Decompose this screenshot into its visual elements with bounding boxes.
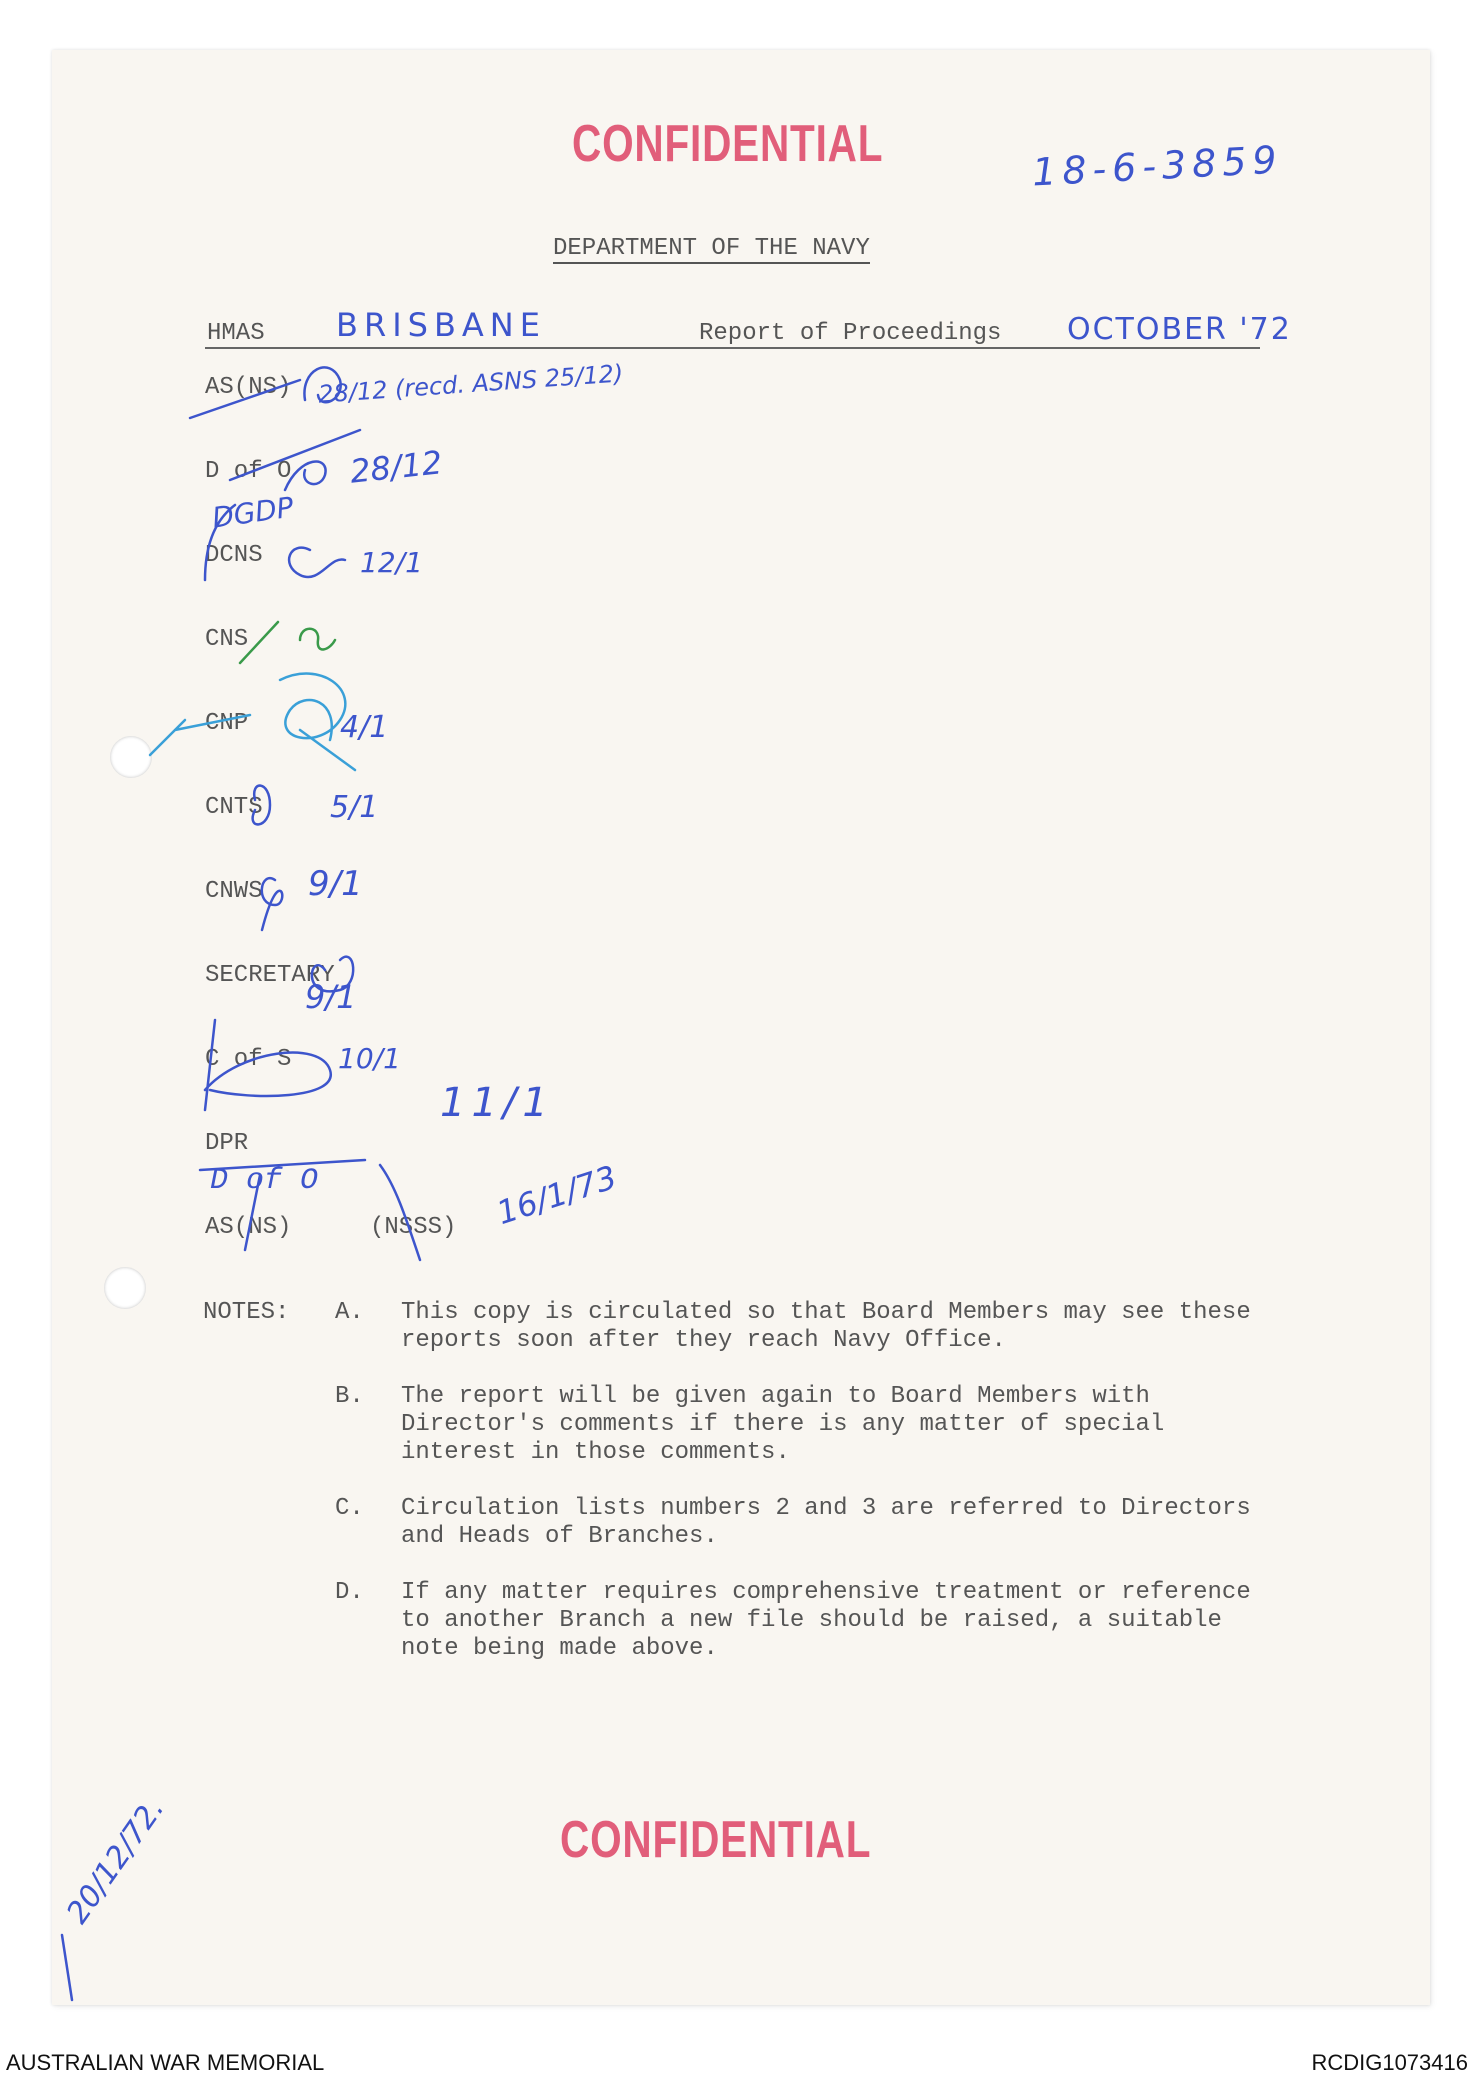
routing-label-6: CNTS: [205, 794, 263, 821]
annotation-as-ns-final: 16/1/73: [492, 1157, 622, 1233]
routing-label-2: D of O: [205, 458, 292, 485]
note-c-letter: C.: [335, 1495, 364, 1522]
sig-d-of-o-stroke: [245, 1175, 260, 1250]
confidential-stamp-top: CONFIDENTIAL: [572, 115, 884, 173]
routing-label-5: CNP: [205, 710, 249, 737]
note-c-text: Circulation lists numbers 2 and 3 are referred to Directors and Heads of Branches.: [401, 1495, 1251, 1550]
sig-dcns: [289, 548, 345, 577]
annotation-dcns: 12/1: [360, 546, 423, 579]
note-d-letter: D.: [335, 1579, 364, 1606]
ship-prefix: HMAS: [207, 320, 265, 347]
strike-cnp: [150, 715, 250, 755]
annotation-dgdp: DGDP: [210, 490, 296, 535]
confidential-stamp-bottom: CONFIDENTIAL: [560, 1811, 872, 1869]
sig-secretary: [312, 957, 353, 992]
sig-cnts: [253, 786, 270, 825]
routing-label-12: AS(NS): [205, 1214, 292, 1241]
annotation-d-of-o: 28/12: [348, 443, 444, 491]
note-d-text: If any matter requires comprehensive treatment or reference to another Branch a new file should be raised, a suitable note being made above.: [401, 1579, 1251, 1662]
annotation-cnts: 5/1: [330, 790, 379, 825]
sig-d-of-o: [285, 461, 326, 490]
annotation-dpr: 11/1: [440, 1080, 554, 1126]
sig-cnp: [280, 674, 345, 740]
sig-cnws: [262, 878, 282, 930]
notes-label: NOTES:: [203, 1299, 290, 1326]
report-period: OCTOBER '72: [1067, 312, 1292, 347]
ship-name: BRISBANE: [336, 306, 546, 344]
note-a-letter: A.: [335, 1299, 364, 1326]
annotation-c-of-s: 10/1: [338, 1042, 401, 1075]
annotation-secretary: 9/1: [305, 978, 357, 1016]
sig-cnp-stroke: [300, 730, 355, 770]
annotation-as-ns: 28/12 (recd. ASNS 25/12): [317, 359, 625, 409]
department-heading: DEPARTMENT OF THE NAVY: [553, 235, 870, 262]
note-b-text: The report will be given again to Board Members with Director's comments if there is any matter of special interest in those comments.: [401, 1383, 1165, 1466]
routing-label-10: DPR: [205, 1130, 249, 1157]
file-number: 18-6-3859: [1031, 137, 1284, 195]
annotation-cnp: 4/1: [340, 710, 389, 745]
report-label: Report of Proceedings: [699, 320, 1002, 347]
sig-c-of-s: [205, 1053, 331, 1096]
routing-label-3: DCNS: [205, 542, 263, 569]
margin-note: 20/12/72.: [60, 1791, 172, 1931]
routing-label-8: SECRETARY: [205, 962, 335, 989]
note-a-text: This copy is circulated so that Board Members may see these reports soon after they reach Navy Office.: [401, 1299, 1251, 1354]
sig-as-ns-final: [380, 1165, 420, 1260]
sig-dgdp: [205, 505, 235, 580]
routing-label-11: D of O: [210, 1164, 319, 1198]
note-b-letter: B.: [335, 1383, 364, 1410]
routing-label-9: C of S: [205, 1046, 292, 1073]
strike-dpr: [200, 1160, 365, 1170]
strike-cns: [240, 622, 278, 663]
annotation-cnws: 9/1: [308, 864, 363, 904]
strike-as-ns: [190, 380, 300, 418]
margin-slash: [62, 1935, 72, 2000]
sig-as-ns: [304, 367, 340, 402]
nsss-label: (NSSS): [370, 1214, 457, 1241]
footer-left: AUSTRALIAN WAR MEMORIAL: [6, 2050, 325, 2075]
routing-label-7: CNWS: [205, 878, 263, 905]
routing-label-4: CNS: [205, 626, 249, 653]
footer-right: RCDIG1073416: [1311, 2050, 1468, 2075]
sig-cns: [300, 629, 335, 650]
routing-label-1: AS(NS): [205, 374, 292, 401]
sig-c-of-s-stroke: [205, 1020, 215, 1110]
